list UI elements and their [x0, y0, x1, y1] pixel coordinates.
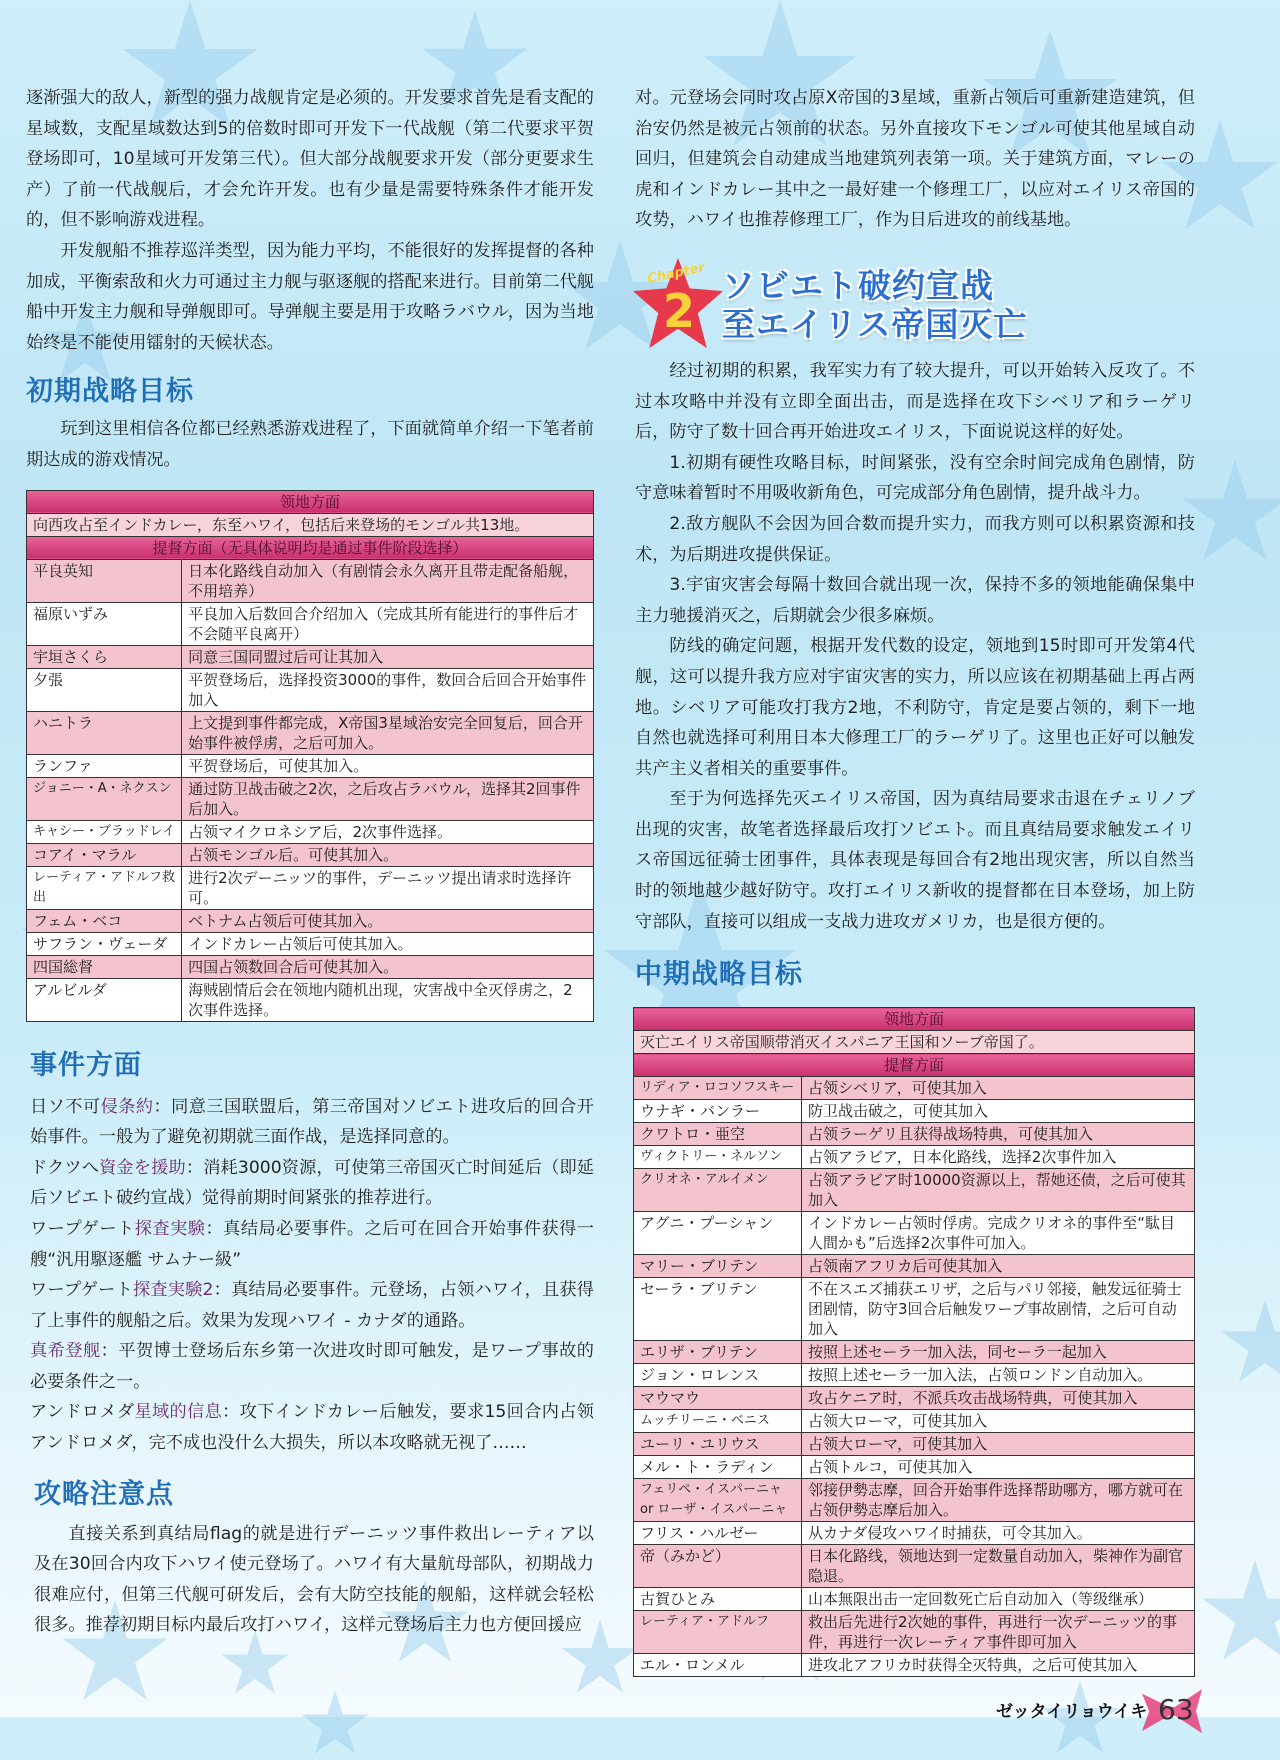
admiral-name: マリー・ブリテン: [634, 1255, 802, 1278]
table-row: [27, 955, 594, 978]
chapter-title-line-2: 至エイリス帝国灭亡: [722, 304, 1028, 344]
admiral-name: アグニ・プーシャン: [634, 1212, 802, 1255]
join-condition: 上文提到事件都完成，X帝国3星域治安完全回复后，回合开始事件被俘虏，之后可加入。: [182, 711, 594, 754]
table-row: [27, 820, 594, 843]
table-row: [634, 1100, 1195, 1123]
join-condition: 防卫战击破之，可使其加入: [802, 1100, 1195, 1123]
join-condition: 平贺登场后，选择投资3000的事件，数回合后回合开始事件加入: [182, 668, 594, 711]
intro-paragraph-1: 逐渐强大的敌人，新型的强力战舰肯定是必须的。开发要求首先是看支配的星域数，支配星域数达到5的倍数时即可开发下一代战舰（第二代要求平贺登场即可，10星域可开发第三代）。但大部分战舰要求开发（部分更要求生产）了前一代战舰后，才会允许开发。也有少量是需要特殊条件才能开发的，但不影响游戏进程。: [26, 88, 594, 231]
table-row: [634, 1169, 1195, 1212]
left-column: [26, 83, 594, 1641]
event-term-prefix: ワープゲート: [30, 1218, 135, 1239]
chapter-paragraph: 2.敌方舰队不会因为回合数而提升实力，而我方则可以积累资源和技术，为后期进攻提供保证。: [635, 513, 1195, 565]
mid-strategy-heading: 中期战略目标: [635, 959, 803, 991]
event-item: [30, 1275, 594, 1336]
event-term-prefix: ドクツへ: [30, 1157, 100, 1178]
join-condition: 按照上述セーラ一加入法，同セーラ一起加入: [802, 1341, 1195, 1364]
join-condition: 山本無限出击一定回数死亡后自动加入（等级继承）: [802, 1588, 1195, 1611]
join-condition: 占领ラーゲリ且获得战场特典，可使其加入: [802, 1123, 1195, 1146]
admiral-name: ムッチリーニ・ベニス: [634, 1410, 802, 1433]
join-condition: 占领アラビア时10000资源以上，帮她还债，之后可使其加入: [802, 1169, 1195, 1212]
admiral-name: サフラン・ヴェーダ: [27, 932, 182, 955]
join-condition: 进攻北アフリカ时获得全灭特典，之后可使其加入: [802, 1654, 1195, 1677]
table-row: [27, 559, 594, 602]
chapter-paragraph: 经过初期的积累，我军实力有了较大提升，可以开始转入反攻了。不过本攻略中并没有立即全面出击，而是选择在攻下シベリア和ラーゲリ后，防守了数十回合再开始进攻エイリス，下面说说这样的好处。: [635, 360, 1195, 443]
table-row: [27, 754, 594, 777]
join-condition: 占领トルコ，可使其加入: [802, 1456, 1195, 1479]
join-condition: 日本化路线，领地达到一定数量自动加入，柴神作为副官隐退。: [802, 1545, 1195, 1588]
event-term-highlight: 星域的信息: [134, 1402, 223, 1423]
event-item: [30, 1153, 594, 1214]
event-term-highlight: 探査実験2: [132, 1280, 214, 1301]
table-row: [634, 1654, 1195, 1677]
events-heading: 事件方面: [30, 1049, 142, 1081]
join-condition: 救出后先进行2次她的事件，再进行一次デーニッツ的事件，再进行一次レーティア事件即可加入: [802, 1611, 1195, 1654]
background-star: [1200, 1560, 1280, 1670]
chapter-title-line-1: ソビエト破约宣战: [722, 265, 994, 305]
notes-paragraph: 直接关系到真结局flag的就是进行デーニッツ事件救出レーティア以及在30回合内攻下ハワイ使元登场了。ハワイ有大量航母部队，初期战力很难应付，但第三代舰可研发后，会有大防空技能的舰船，这样就会轻松很多。推荐初期目标内最后攻打ハワイ，这样元登场后主力也方便回援应: [34, 1523, 594, 1636]
admiral-name: ユーリ・ユリウス: [634, 1433, 802, 1456]
admiral-name: フェリペ・イスパーニャ or ローザ・イスパーニャ: [634, 1479, 802, 1522]
admiral-name: ジョン・ロレンス: [634, 1364, 802, 1387]
territory-text: 灭亡エイリス帝国顺带消灭イスパニア王国和ソーブ帝国了。: [634, 1031, 1195, 1054]
admiral-name: クリオネ・アルイメン: [634, 1169, 802, 1212]
chapter-badge: [633, 258, 723, 350]
events-list: [26, 1092, 594, 1459]
table-row: [27, 602, 594, 645]
chapter-number: 2: [663, 283, 696, 338]
table-row: [634, 1341, 1195, 1364]
notes-heading: 攻略注意点: [34, 1478, 174, 1510]
table-row: [27, 711, 594, 754]
colon: ：: [185, 1157, 204, 1178]
table-row: [634, 1456, 1195, 1479]
admiral-name: 四国総督: [27, 955, 182, 978]
admiral-name: セーラ・ブリテン: [634, 1278, 802, 1341]
event-term-prefix: アンドロメダ: [30, 1402, 135, 1423]
table-row: [634, 1588, 1195, 1611]
event-description: 攻下インドカレー后触发，要求15回合内占领アンドロメダ，完不成也没什么大损失，所以本攻略就无视了……: [30, 1402, 594, 1454]
join-condition: 占领マイクロネシア后，2次事件选择。: [182, 820, 594, 843]
admiral-name: エル・ロンメル: [634, 1654, 802, 1677]
admiral-name: ランファ: [27, 754, 182, 777]
join-condition: ベトナム占领后可使其加入。: [182, 909, 594, 932]
event-item: [30, 1336, 594, 1397]
table-row: [634, 1545, 1195, 1588]
admiral-name: フェム・ベコ: [27, 909, 182, 932]
table-row: [27, 843, 594, 866]
chapter-text: [633, 356, 1195, 937]
table-row: [27, 777, 594, 820]
event-term-prefix: 日ソ不可: [30, 1096, 101, 1117]
admiral-name: マウマウ: [634, 1387, 802, 1410]
table-row: [634, 1255, 1195, 1278]
magazine-name: ゼッタイリョウイキ: [996, 1702, 1148, 1723]
table-row: [634, 1433, 1195, 1456]
event-term-highlight: 資金を援助: [99, 1157, 186, 1178]
join-condition: 占领大ローマ，可使其加入: [802, 1410, 1195, 1433]
join-condition: 四国占领数回合后可使其加入。: [182, 955, 594, 978]
background-star: [1220, 1300, 1280, 1390]
colon: ：: [213, 1280, 232, 1301]
join-condition: 占领南アフリカ后可使其加入: [802, 1255, 1195, 1278]
territory-header: 领地方面: [27, 490, 594, 513]
table-row: [634, 1611, 1195, 1654]
join-condition: 占领モンゴル后。可使其加入。: [182, 843, 594, 866]
admiral-name: 夕張: [27, 668, 182, 711]
territory-header: 领地方面: [634, 1008, 1195, 1031]
chapter-header: [633, 258, 1195, 350]
colon: ：: [100, 1341, 119, 1362]
join-condition: 日本化路线自动加入（有剧情会永久离开且带走配备船舰，不用培养）: [182, 559, 594, 602]
event-term-highlight: 探査実験: [134, 1218, 206, 1239]
join-condition: 邻接伊勢志摩，回合开始事件选择帮助哪方，哪方就可在占领伊勢志摩后加入。: [802, 1479, 1195, 1522]
admiral-name: キャシー・ブラッドレイ: [27, 820, 182, 843]
table-row: [634, 1410, 1195, 1433]
chapter-title: [722, 266, 1027, 344]
join-condition: 平贺登场后，可使其加入。: [182, 754, 594, 777]
table-row: [634, 1212, 1195, 1255]
table-row: [634, 1146, 1195, 1169]
chapter-paragraph: 防线的确定问题，根据开发代数的设定，领地到15时即可开发第4代舰，这可以提升我方应对宇宙灾害的实力，所以应该在初期基础上再占两地。シベリア可能攻打我方2地，不利防守，肯定是要占领的，剩下一地自然也就选择可利用日本大修理工厂的ラーゲリ了。这里也正好可以触发共产主义者相关的重要事件。: [635, 636, 1195, 779]
admiral-name: ジョニー・A・ネクスン: [27, 777, 182, 820]
table-row: [634, 1123, 1195, 1146]
event-description: 真结局必要事件。之后可在回合开始事件获得一艘“汎用駆逐艦 サムナー級”: [30, 1218, 594, 1270]
event-term-highlight: 真希登舰: [30, 1341, 101, 1362]
join-condition: 占领アラビア，日本化路线，选择2次事件加入: [802, 1146, 1195, 1169]
table-row: [27, 909, 594, 932]
event-description: 平贺博士登场后东乡第一次进攻时即可触发，是ワープ事故的必要条件之一。: [30, 1341, 594, 1392]
event-description: 消耗3000资源，可使第三帝国灭亡时间延后（即延后ソビエト破约宣战）觉得前期时间紧张的推荐进行。: [30, 1157, 594, 1209]
admiral-name: 宇垣さくら: [27, 645, 182, 668]
event-item: [30, 1092, 594, 1153]
admiral-header: 提督方面（无具体说明均是通过事件阶段选择）: [27, 536, 594, 559]
event-description: 同意三国联盟后，第三帝国对ソビエト进攻后的回合开始事件。一般为了避免初期就三面作战，是选择同意的。: [30, 1096, 594, 1148]
chapter-paragraph: 3.宇宙灾害会每隔十数回合就出现一次，保持不多的领地能确保集中主力驰援消灭之，后期就会少很多麻烦。: [635, 575, 1195, 626]
admiral-name: 福原いずみ: [27, 602, 182, 645]
join-condition: 占领シベリア，可使其加入: [802, 1077, 1195, 1100]
admiral-name: エリザ・ブリテン: [634, 1341, 802, 1364]
mid-strategy-table: [633, 1007, 1195, 1677]
table-row: [634, 1387, 1195, 1410]
admiral-name: コアイ・マラル: [27, 843, 182, 866]
admiral-name: ウナギ・バンラー: [634, 1100, 802, 1123]
table-row: [27, 932, 594, 955]
territory-text: 向西攻占至インドカレー，东至ハワイ，包括后来登场的モンゴル共13地。: [27, 513, 594, 536]
intro-paragraph-2: 开发舰船不推荐巡洋类型，因为能力平均，不能很好的发挥提督的各种加成，平衡索敌和火力可通过主力舰与驱逐舰的搭配来进行。目前第二代舰船中开发主力舰和导弹舰即可。导弹舰主要是用于攻略ラバウル，因为当地始终是不能使用镭射的天候状态。: [26, 240, 594, 353]
table-row: [27, 668, 594, 711]
page-number: 63: [1158, 1693, 1194, 1727]
join-condition: インドカレー占领时俘虏。完成クリオネ的事件至“駄目人間かも”后选择2次事件可加入。: [802, 1212, 1195, 1255]
join-condition: 按照上述セーラ一加入法，占领ロンドン自动加入。: [802, 1364, 1195, 1387]
admiral-name: レーティア・アドルフ: [634, 1611, 802, 1654]
right-top-paragraph: 对。元登场会同时攻占原X帝国的3星域，重新占领后可重新建造建筑，但治安仍然是被元占领前的状态。另外直接攻下モンゴル可使其他星域自动回归，但建筑会自动建成当地建筑列表第一项。关于建筑方面，マレーの虎和インドカレー其中之一最好建一个修理工厂，以应对エイリス帝国的攻势，ハワイ也推荐修理工厂，作为日后进攻的前线基地。: [635, 88, 1195, 231]
table-row: [634, 1364, 1195, 1387]
admiral-name: 帝（みかど）: [634, 1545, 802, 1588]
event-term-prefix: ワープゲート: [30, 1280, 133, 1301]
table-row: [27, 866, 594, 909]
admiral-name: アルビルダ: [27, 978, 182, 1021]
join-condition: 不在スエズ捕获エリザ，之后与パリ邻接，触发远征骑士团剧情，防守3回合后触发ワープ事故剧情，之后可自动加入: [802, 1278, 1195, 1341]
admiral-name: レーティア・アドルフ救出: [27, 866, 182, 909]
join-condition: 进行2次デーニッツ的事件，デーニッツ提出请求时选择许可。: [182, 866, 594, 909]
table-row: [634, 1522, 1195, 1545]
join-condition: 同意三国同盟过后可让其加入: [182, 645, 594, 668]
chapter-label: Chapter: [646, 260, 707, 287]
join-condition: 通过防卫战击破之2次，之后攻占ラバウル，选择其2回事件后加入。: [182, 777, 594, 820]
table-row: [634, 1479, 1195, 1522]
admiral-name: ヴィクトリー・ネルソン: [634, 1146, 802, 1169]
table-row: [27, 645, 594, 668]
join-condition: 平良加入后数回合介绍加入（完成其所有能进行的事件后才不会随平良离开）: [182, 602, 594, 645]
colon: ：: [205, 1218, 224, 1239]
join-condition: 从カナダ侵攻ハワイ时捕获，可令其加入。: [802, 1522, 1195, 1545]
background-star: [1180, 460, 1280, 570]
join-condition: 海贼剧情后会在领地内随机出现，灾害战中全灭俘虏之，2次事件选择。: [182, 978, 594, 1021]
admiral-name: 古賀ひとみ: [634, 1588, 802, 1611]
table-row: [634, 1278, 1195, 1341]
admiral-name: リディア・ロコソフスキー: [634, 1077, 802, 1100]
admiral-header: 提督方面: [634, 1054, 1195, 1077]
admiral-name: ハニトラ: [27, 711, 182, 754]
background-star: [300, 1690, 370, 1760]
early-strategy-paragraph: 玩到这里相信各位都已经熟悉游戏进程了，下面就简单介绍一下笔者前期达成的游戏情况。: [26, 419, 594, 470]
admiral-name: クワトロ・亜空: [634, 1123, 802, 1146]
event-item: [30, 1397, 594, 1458]
footer: [633, 1689, 1195, 1733]
join-condition: インドカレー占领后可使其加入。: [182, 932, 594, 955]
admiral-name: 平良英知: [27, 559, 182, 602]
table-row: [634, 1077, 1195, 1100]
early-strategy-heading: 初期战略目标: [26, 376, 194, 408]
admiral-name: フリス・ハルゼー: [634, 1522, 802, 1545]
chapter-paragraph: 至于为何选择先灭エイリス帝国，因为真结局要求击退在チェリノブ出现的灾害，故笔者选择最后攻打ソビエト。而且真结局要求触发エイリス帝国远征骑士团事件，具体表现是每回合有2地出现灾害，所以自然当时的领地越少越好防守。攻打エイリス新收的提督都在日本登场，加上防守部队，直接可以组成一支战力进攻ガメリカ，也是很方便的。: [635, 789, 1195, 932]
colon: ：: [153, 1096, 172, 1117]
join-condition: 攻占ケニア时，不派兵攻击战场特典，可使其加入: [802, 1387, 1195, 1410]
admiral-name: メル・ト・ラディン: [634, 1456, 802, 1479]
chapter-paragraph: 1.初期有硬性攻略目标，时间紧张，没有空余时间完成角色剧情，防守意味着暂时不用吸收新角色，可完成部分角色剧情，提升战斗力。: [635, 452, 1195, 504]
right-column: [633, 83, 1195, 1733]
event-description: 真结局必要事件。元登场，占领ハワイ，且获得了上事件的舰船之后。效果为发现ハワイ - カナダ的通路。: [30, 1280, 594, 1331]
table-row: [27, 978, 594, 1021]
early-strategy-table: [26, 490, 594, 1022]
event-item: [30, 1214, 594, 1275]
join-condition: 占领大ローマ，可使其加入: [802, 1433, 1195, 1456]
colon: ：: [222, 1402, 240, 1423]
event-term-highlight: 侵条約: [100, 1096, 154, 1117]
